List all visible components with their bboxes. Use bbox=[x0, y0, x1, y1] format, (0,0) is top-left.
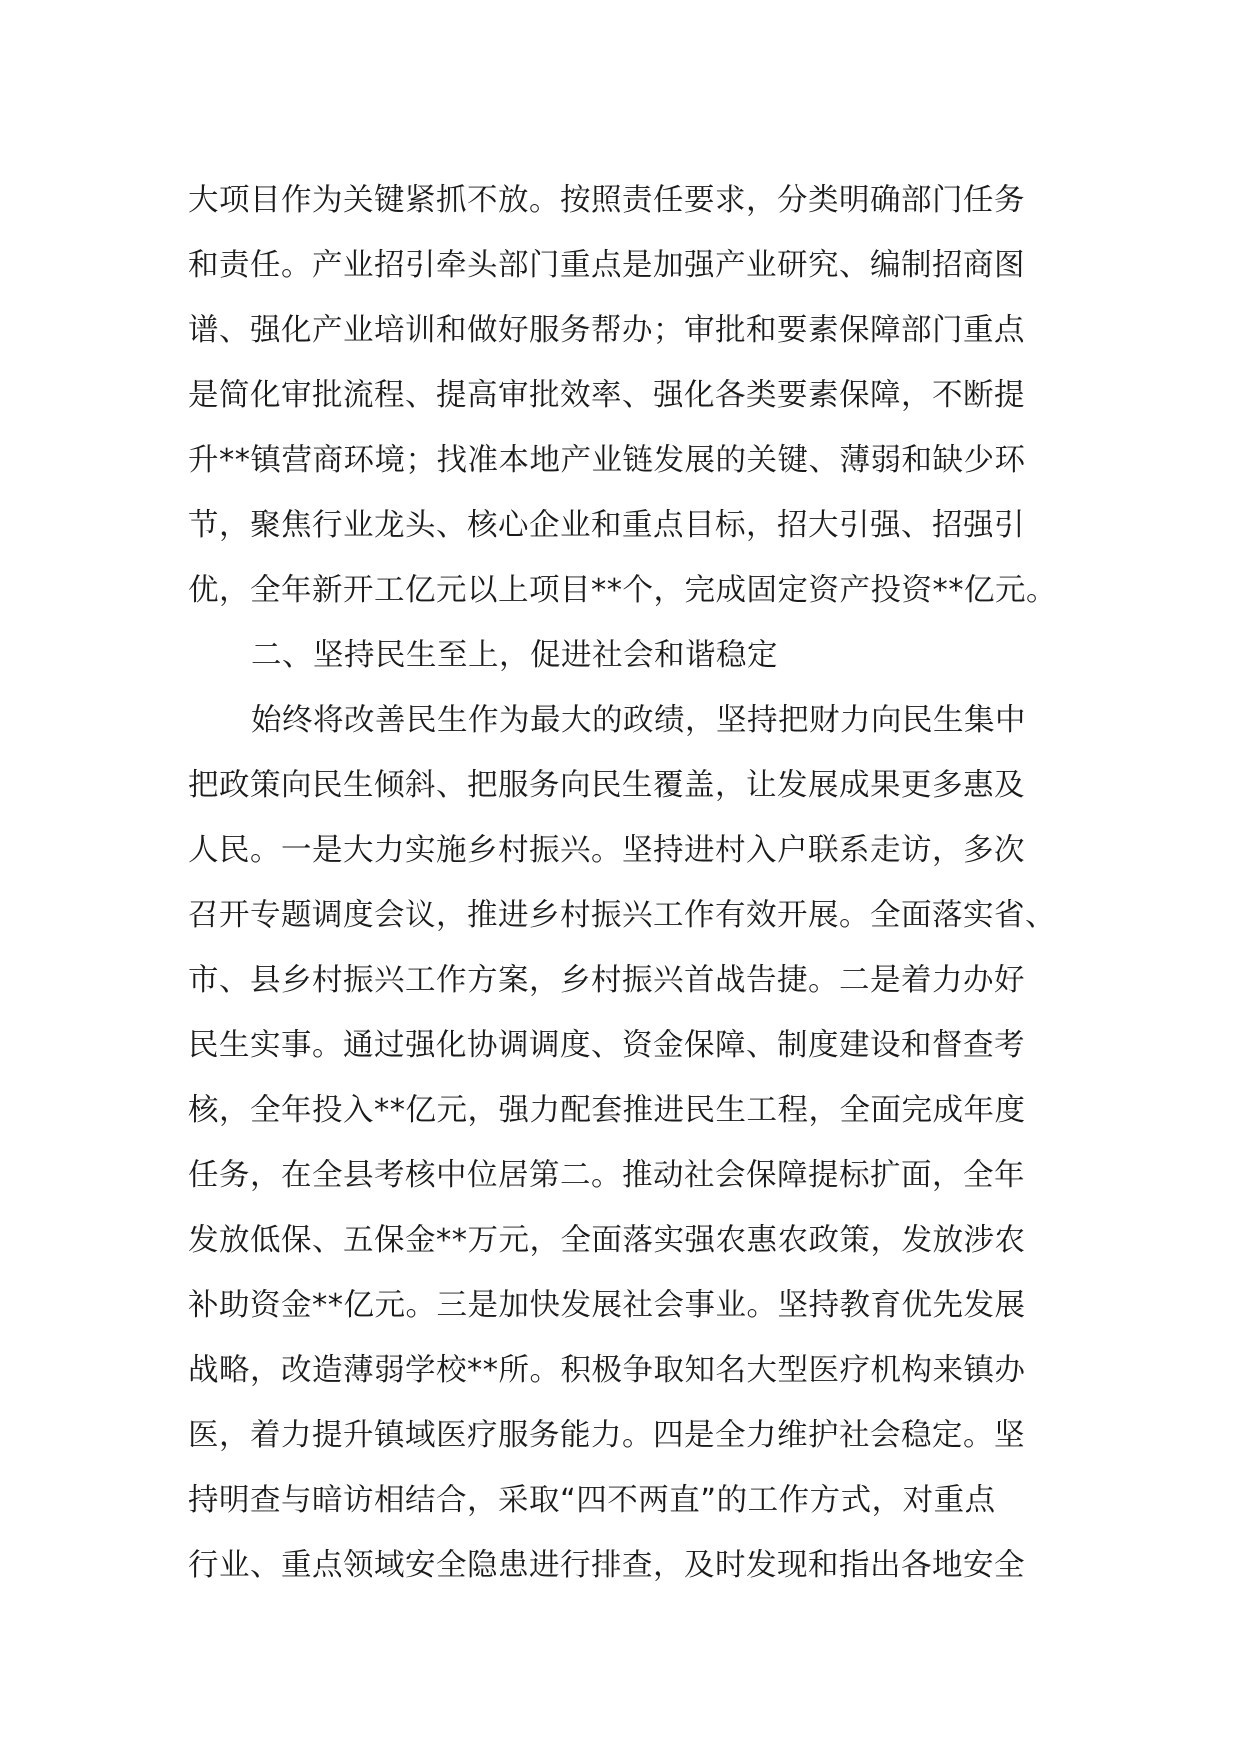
text-line: 节，聚焦行业龙头、核心企业和重点目标，招大引强、招强引 bbox=[188, 508, 1025, 543]
text-line: 市、县乡村振兴工作方案，乡村振兴首战告捷。二是着力办好 bbox=[188, 963, 1025, 998]
text-line: 优，全年新开工亿元以上项目**个，完成固定资产投资**亿元。 bbox=[188, 573, 1057, 608]
text-line: 把政策向民生倾斜、把服务向民生覆盖，让发展成果更多惠及 bbox=[188, 768, 1025, 803]
text-line: 持明查与暗访相结合，采取“四不两直”的工作方式，对重点 bbox=[188, 1483, 996, 1518]
text-line: 人民。一是大力实施乡村振兴。坚持进村入户联系走访，多次 bbox=[188, 833, 1025, 868]
text-line: 升**镇营商环境；找准本地产业链发展的关键、薄弱和缺少环 bbox=[188, 443, 1026, 478]
text-line: 发放低保、五保金**万元，全面落实强农惠农政策，发放涉农 bbox=[188, 1223, 1026, 1258]
text-line: 医，着力提升镇域医疗服务能力。四是全力维护社会稳定。坚 bbox=[188, 1418, 1025, 1453]
text-line: 是简化审批流程、提高审批效率、强化各类要素保障，不断提 bbox=[188, 378, 1025, 413]
text-line: 行业、重点领域安全隐患进行排查，及时发现和指出各地安全 bbox=[188, 1548, 1025, 1583]
section-heading: 二、坚持民生至上，促进社会和谐稳定 bbox=[251, 638, 778, 673]
body-text bbox=[188, 168, 1068, 1598]
text-line: 战略，改造薄弱学校**所。积极争取知名大型医疗机构来镇办 bbox=[188, 1353, 1026, 1388]
text-line: 召开专题调度会议，推进乡村振兴工作有效开展。全面落实省、 bbox=[188, 898, 1056, 933]
text-line: 核，全年投入**亿元，强力配套推进民生工程，全面完成年度 bbox=[188, 1093, 1026, 1128]
text-line: 和责任。产业招引牵头部门重点是加强产业研究、编制招商图 bbox=[188, 248, 1025, 283]
text-line: 补助资金**亿元。三是加快发展社会事业。坚持教育优先发展 bbox=[188, 1288, 1026, 1323]
text-line: 始终将改善民生作为最大的政绩，坚持把财力向民生集中 bbox=[251, 703, 1026, 738]
text-line: 谱、强化产业培训和做好服务帮办；审批和要素保障部门重点 bbox=[188, 313, 1025, 348]
text-line: 大项目作为关键紧抓不放。按照责任要求，分类明确部门任务 bbox=[188, 183, 1025, 218]
text-line: 任务，在全县考核中位居第二。推动社会保障提标扩面，全年 bbox=[188, 1158, 1025, 1193]
text-line: 民生实事。通过强化协调调度、资金保障、制度建设和督查考 bbox=[188, 1028, 1025, 1063]
